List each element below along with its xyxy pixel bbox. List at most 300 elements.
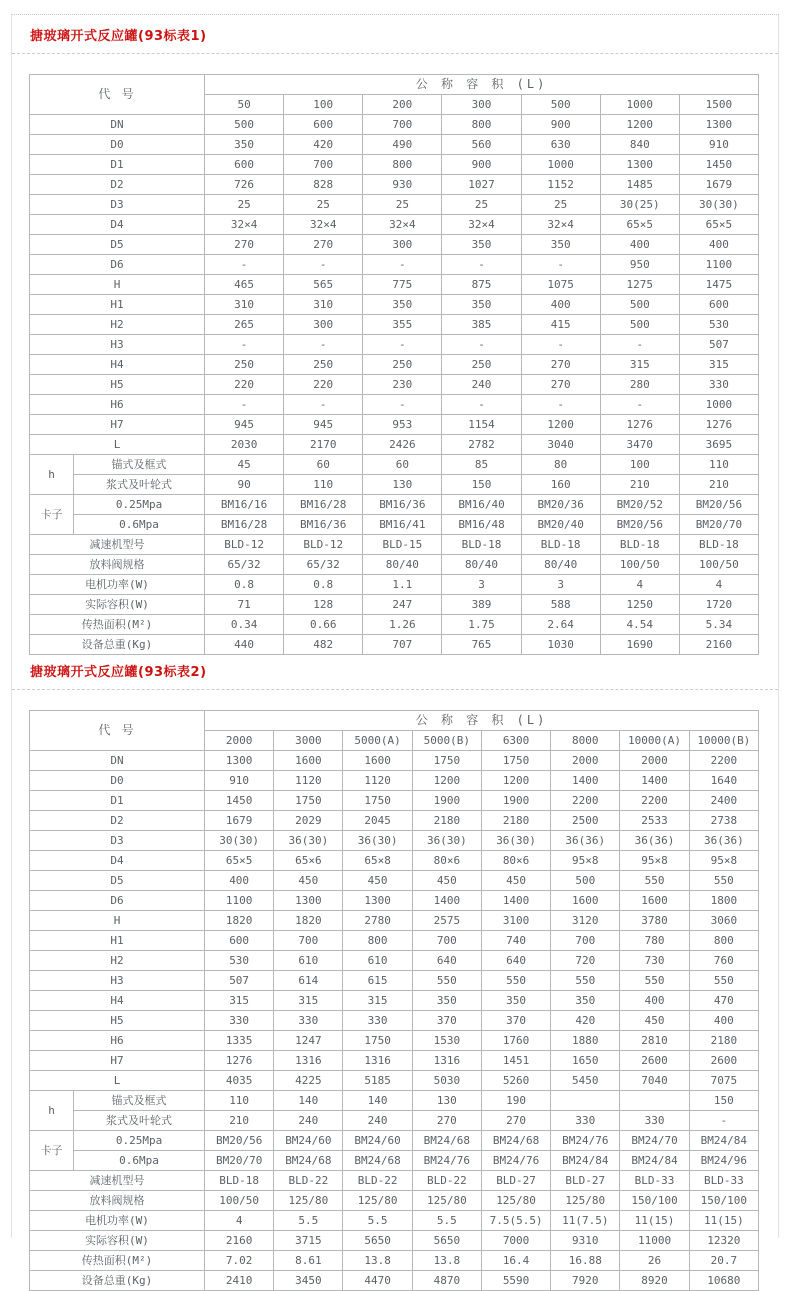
spec-cell: BM16/41 xyxy=(363,515,442,535)
spec-cell: 828 xyxy=(284,175,363,195)
spec-cell: 1335 xyxy=(205,1031,274,1051)
spec-cell: 250 xyxy=(442,355,521,375)
spec-cell: 65×5 xyxy=(679,215,758,235)
capacity-col-header: 200 xyxy=(363,95,442,115)
spec-cell: 110 xyxy=(284,475,363,495)
spec-cell: 270 xyxy=(205,235,284,255)
spec-cell: 125/80 xyxy=(412,1191,481,1211)
row-label: H6 xyxy=(30,395,205,415)
spec-cell: 0.8 xyxy=(205,575,284,595)
table1-wrap xyxy=(12,54,778,655)
spec-cell: 2.64 xyxy=(521,615,600,635)
capacity-col-header: 3000 xyxy=(274,731,343,751)
spec-cell: 100/50 xyxy=(205,1191,274,1211)
spec-cell: 1075 xyxy=(521,275,600,295)
spec-cell: 140 xyxy=(274,1091,343,1111)
spec-cell: 2170 xyxy=(284,435,363,455)
row-label: D0 xyxy=(30,771,205,791)
spec-cell: 330 xyxy=(205,1011,274,1031)
spec-cell: 240 xyxy=(343,1111,412,1131)
spec-cell: - xyxy=(363,395,442,415)
spec-cell: 730 xyxy=(620,951,689,971)
spec-cell: BM20/52 xyxy=(600,495,679,515)
spec-cell: 4 xyxy=(600,575,679,595)
spec-cell: 760 xyxy=(689,951,758,971)
spec-cell: 2180 xyxy=(481,811,550,831)
row-label: H3 xyxy=(30,335,205,355)
spec-cell: 3 xyxy=(521,575,600,595)
spec-cell: 210 xyxy=(679,475,758,495)
spec-cell: 3470 xyxy=(600,435,679,455)
spec-cell: 60 xyxy=(363,455,442,475)
spec-cell: 315 xyxy=(205,991,274,1011)
row-label: D1 xyxy=(30,791,205,811)
spec-cell: BLD-22 xyxy=(412,1171,481,1191)
spec-cell: 270 xyxy=(284,235,363,255)
row-label: D3 xyxy=(30,831,205,851)
spec-cell: 5450 xyxy=(551,1071,620,1091)
row-label: H5 xyxy=(30,375,205,395)
spec-cell: 450 xyxy=(274,871,343,891)
spec-cell: 1400 xyxy=(481,891,550,911)
spec-cell: 315 xyxy=(600,355,679,375)
row-label: 0.25Mpa xyxy=(74,495,205,515)
spec-cell: 1750 xyxy=(274,791,343,811)
spec-cell: 1200 xyxy=(521,415,600,435)
spec-cell: 3715 xyxy=(274,1231,343,1251)
spec-cell: 900 xyxy=(521,115,600,135)
row-label: D4 xyxy=(30,851,205,871)
spec-cell: BM24/68 xyxy=(274,1151,343,1171)
spec-cell: 32×4 xyxy=(521,215,600,235)
spec-cell: 95×8 xyxy=(551,851,620,871)
spec-cell: 25 xyxy=(284,195,363,215)
spec-cell: 16.88 xyxy=(551,1251,620,1271)
capacity-col-header: 5000(A) xyxy=(343,731,412,751)
spec-cell: BLD-22 xyxy=(274,1171,343,1191)
spec-cell: 400 xyxy=(521,295,600,315)
row-label: H7 xyxy=(30,415,205,435)
row-label: 浆式及叶轮式 xyxy=(74,475,205,495)
spec-cell: 1316 xyxy=(274,1051,343,1071)
spec-cell: 400 xyxy=(679,235,758,255)
spec-cell: 250 xyxy=(205,355,284,375)
spec-cell: 2410 xyxy=(205,1271,274,1291)
spec-cell: 32×4 xyxy=(205,215,284,235)
row-label: H1 xyxy=(30,295,205,315)
spec-cell: 2045 xyxy=(343,811,412,831)
spec-cell: 330 xyxy=(620,1111,689,1131)
spec-cell: 230 xyxy=(363,375,442,395)
spec-cell: 1200 xyxy=(412,771,481,791)
spec-cell: 150 xyxy=(689,1091,758,1111)
spec-cell: 470 xyxy=(689,991,758,1011)
row-label: H xyxy=(30,275,205,295)
spec-cell: 25 xyxy=(205,195,284,215)
spec-cell: 30(30) xyxy=(205,831,274,851)
spec-cell: 190 xyxy=(481,1091,550,1111)
spec-cell: 350 xyxy=(205,135,284,155)
spec-cell: 100 xyxy=(600,455,679,475)
spec-cell: 930 xyxy=(363,175,442,195)
code-header: 代 号 xyxy=(30,711,205,751)
spec-cell: 600 xyxy=(679,295,758,315)
spec-cell: 385 xyxy=(442,315,521,335)
spec-cell: 80/40 xyxy=(363,555,442,575)
spec-cell: 1600 xyxy=(551,891,620,911)
capacity-col-header: 10000(B) xyxy=(689,731,758,751)
spec-cell: 1600 xyxy=(620,891,689,911)
spec-cell: 953 xyxy=(363,415,442,435)
spec-cell: 265 xyxy=(205,315,284,335)
capacity-col-header: 5000(B) xyxy=(412,731,481,751)
spec-cell xyxy=(551,1091,620,1111)
table1-title: 搪玻璃开式反应罐(93标表1) xyxy=(30,29,207,44)
spec-cell: 1247 xyxy=(274,1031,343,1051)
table2-wrap xyxy=(12,690,778,1291)
spec-cell: 65×5 xyxy=(600,215,679,235)
row-label: 传热面积(M²) xyxy=(30,615,205,635)
spec-cell: BM16/28 xyxy=(205,515,284,535)
spec-cell: 507 xyxy=(679,335,758,355)
spec-cell: 1820 xyxy=(205,911,274,931)
spec-cell: 13.8 xyxy=(412,1251,481,1271)
spec-cell: 707 xyxy=(363,635,442,655)
spec-cell: 25 xyxy=(521,195,600,215)
spec-cell: 315 xyxy=(679,355,758,375)
spec-cell: 36(30) xyxy=(412,831,481,851)
row-label: H xyxy=(30,911,205,931)
spec-cell: 11(7.5) xyxy=(551,1211,620,1231)
spec-cell: 400 xyxy=(205,871,274,891)
spec-cell: 80 xyxy=(521,455,600,475)
spec-cell: 65/32 xyxy=(205,555,284,575)
spec-table-93-1 xyxy=(29,74,759,655)
spec-cell: 530 xyxy=(679,315,758,335)
spec-cell: 5590 xyxy=(481,1271,550,1291)
spec-cell xyxy=(620,1091,689,1111)
spec-cell: 530 xyxy=(205,951,274,971)
spec-cell: 13.8 xyxy=(343,1251,412,1271)
spec-cell: 12320 xyxy=(689,1231,758,1251)
section-table-2 xyxy=(12,655,778,1291)
spec-cell: 490 xyxy=(363,135,442,155)
spec-cell: BM24/68 xyxy=(412,1131,481,1151)
spec-cell: BM20/56 xyxy=(600,515,679,535)
spec-cell: 780 xyxy=(620,931,689,951)
spec-cell: 1600 xyxy=(274,751,343,771)
spec-cell: 128 xyxy=(284,595,363,615)
spec-cell: BM16/16 xyxy=(205,495,284,515)
spec-cell: BM24/68 xyxy=(481,1131,550,1151)
spec-cell: 130 xyxy=(412,1091,481,1111)
spec-cell: 125/80 xyxy=(343,1191,412,1211)
spec-cell: BM24/60 xyxy=(274,1131,343,1151)
spec-cell: BM16/36 xyxy=(363,495,442,515)
spec-cell: 1750 xyxy=(481,751,550,771)
row-label: D2 xyxy=(30,175,205,195)
capacity-col-header: 1000 xyxy=(600,95,679,115)
spec-cell: 400 xyxy=(600,235,679,255)
spec-cell: 0.8 xyxy=(284,575,363,595)
spec-cell: - xyxy=(521,255,600,275)
spec-cell: 500 xyxy=(600,295,679,315)
row-label: H2 xyxy=(30,951,205,971)
spec-cell: BLD-22 xyxy=(343,1171,412,1191)
spec-cell: 1300 xyxy=(679,115,758,135)
spec-cell: 1276 xyxy=(600,415,679,435)
spec-cell: 7040 xyxy=(620,1071,689,1091)
spec-cell: 36(30) xyxy=(274,831,343,851)
spec-cell: 26 xyxy=(620,1251,689,1271)
spec-cell: 550 xyxy=(689,871,758,891)
spec-cell: 726 xyxy=(205,175,284,195)
spec-cell: 36(30) xyxy=(343,831,412,851)
spec-cell: 140 xyxy=(343,1091,412,1111)
spec-cell: 3120 xyxy=(551,911,620,931)
spec-cell: 125/80 xyxy=(551,1191,620,1211)
row-label: L xyxy=(30,435,205,455)
row-label: D2 xyxy=(30,811,205,831)
spec-cell: 2575 xyxy=(412,911,481,931)
spec-cell: 1451 xyxy=(481,1051,550,1071)
spec-cell: 775 xyxy=(363,275,442,295)
spec-cell: 350 xyxy=(481,991,550,1011)
spec-cell: 465 xyxy=(205,275,284,295)
row-label: 减速机型号 xyxy=(30,1171,205,1191)
spec-cell: 4035 xyxy=(205,1071,274,1091)
capacity-col-header: 8000 xyxy=(551,731,620,751)
spec-cell: 800 xyxy=(442,115,521,135)
spec-cell: 65×8 xyxy=(343,851,412,871)
spec-cell: 2810 xyxy=(620,1031,689,1051)
spec-cell: 2030 xyxy=(205,435,284,455)
spec-cell: 720 xyxy=(551,951,620,971)
row-label: D0 xyxy=(30,135,205,155)
spec-cell: 800 xyxy=(363,155,442,175)
spec-cell: BLD-18 xyxy=(205,1171,274,1191)
spec-cell: 60 xyxy=(284,455,363,475)
spec-cell: - xyxy=(363,335,442,355)
capacity-col-header: 10000(A) xyxy=(620,731,689,751)
row-label: H1 xyxy=(30,931,205,951)
spec-cell: 1250 xyxy=(600,595,679,615)
spec-cell: - xyxy=(284,255,363,275)
spec-cell: 1154 xyxy=(442,415,521,435)
spec-cell: - xyxy=(600,335,679,355)
spec-cell: 615 xyxy=(343,971,412,991)
capacity-col-header: 1500 xyxy=(679,95,758,115)
spec-cell: 11000 xyxy=(620,1231,689,1251)
spec-cell: 1760 xyxy=(481,1031,550,1051)
spec-cell: 310 xyxy=(205,295,284,315)
spec-cell: 550 xyxy=(481,971,550,991)
spec-cell: 588 xyxy=(521,595,600,615)
spec-cell: 450 xyxy=(481,871,550,891)
spec-cell: 800 xyxy=(343,931,412,951)
row-group-label: h xyxy=(30,455,74,495)
spec-cell: 65×5 xyxy=(205,851,274,871)
spec-cell: 482 xyxy=(284,635,363,655)
spec-cell: 2782 xyxy=(442,435,521,455)
spec-cell: 350 xyxy=(363,295,442,315)
table2-title: 搪玻璃开式反应罐(93标表2) xyxy=(30,665,207,680)
spec-cell: 507 xyxy=(205,971,274,991)
spec-cell: 350 xyxy=(521,235,600,255)
row-label: DN xyxy=(30,751,205,771)
spec-cell: 32×4 xyxy=(363,215,442,235)
spec-cell: 8920 xyxy=(620,1271,689,1291)
spec-cell: 550 xyxy=(620,971,689,991)
spec-cell: BM16/28 xyxy=(284,495,363,515)
spec-cell: 125/80 xyxy=(274,1191,343,1211)
row-group-label: 卡子 xyxy=(30,495,74,535)
spec-cell: 1120 xyxy=(343,771,412,791)
spec-cell: 160 xyxy=(521,475,600,495)
row-label: D6 xyxy=(30,891,205,911)
section-table-1 xyxy=(12,19,778,655)
spec-cell: 1600 xyxy=(343,751,412,771)
spec-cell: - xyxy=(442,395,521,415)
spec-cell: 350 xyxy=(412,991,481,1011)
row-label: 放料阀规格 xyxy=(30,555,205,575)
capacity-col-header: 6300 xyxy=(481,731,550,751)
spec-cell: 700 xyxy=(274,931,343,951)
spec-cell: 1750 xyxy=(343,1031,412,1051)
spec-cell: 1120 xyxy=(274,771,343,791)
spec-cell: 1100 xyxy=(205,891,274,911)
spec-cell: 32×4 xyxy=(284,215,363,235)
spec-cell: 300 xyxy=(363,235,442,255)
spec-cell: 20.7 xyxy=(689,1251,758,1271)
spec-cell: 1000 xyxy=(521,155,600,175)
spec-cell: 220 xyxy=(284,375,363,395)
spec-cell: 3040 xyxy=(521,435,600,455)
spec-cell: 910 xyxy=(205,771,274,791)
row-label: 减速机型号 xyxy=(30,535,205,555)
spec-cell: 420 xyxy=(551,1011,620,1031)
spec-cell: 2200 xyxy=(551,791,620,811)
spec-cell: - xyxy=(521,335,600,355)
spec-cell: BM20/40 xyxy=(521,515,600,535)
spec-cell: BM20/70 xyxy=(205,1151,274,1171)
spec-cell: 1300 xyxy=(274,891,343,911)
spec-cell: 150/100 xyxy=(620,1191,689,1211)
spec-cell: 1316 xyxy=(412,1051,481,1071)
spec-cell: 4870 xyxy=(412,1271,481,1291)
spec-cell: 1276 xyxy=(205,1051,274,1071)
row-group-label: h xyxy=(30,1091,74,1131)
spec-cell: 330 xyxy=(679,375,758,395)
spec-cell: 5650 xyxy=(412,1231,481,1251)
spec-cell: 3695 xyxy=(679,435,758,455)
spec-cell: 1485 xyxy=(600,175,679,195)
page-container xyxy=(11,14,779,1287)
spec-cell: 614 xyxy=(274,971,343,991)
spec-cell: 32×4 xyxy=(442,215,521,235)
spec-cell: 2780 xyxy=(343,911,412,931)
capacity-col-header: 100 xyxy=(284,95,363,115)
spec-cell: 4470 xyxy=(343,1271,412,1291)
spec-cell: 100/50 xyxy=(600,555,679,575)
spec-table-93-2 xyxy=(29,710,759,1291)
spec-cell: 270 xyxy=(412,1111,481,1131)
spec-cell: 700 xyxy=(363,115,442,135)
spec-cell: 1720 xyxy=(679,595,758,615)
spec-cell: 150 xyxy=(442,475,521,495)
spec-cell: 420 xyxy=(284,135,363,155)
spec-cell: 700 xyxy=(284,155,363,175)
row-label: 电机功率(W) xyxy=(30,575,205,595)
spec-cell: BM20/56 xyxy=(679,495,758,515)
spec-cell: BM20/70 xyxy=(679,515,758,535)
spec-cell: 3780 xyxy=(620,911,689,931)
row-label: H7 xyxy=(30,1051,205,1071)
spec-cell: 1750 xyxy=(412,751,481,771)
capacity-col-header: 500 xyxy=(521,95,600,115)
spec-cell: 7920 xyxy=(551,1271,620,1291)
spec-cell: 30(30) xyxy=(679,195,758,215)
spec-cell: 270 xyxy=(521,355,600,375)
spec-cell: 2600 xyxy=(620,1051,689,1071)
row-label: DN xyxy=(30,115,205,135)
row-label: D1 xyxy=(30,155,205,175)
spec-cell: 220 xyxy=(205,375,284,395)
spec-cell: 330 xyxy=(274,1011,343,1031)
spec-cell: 2500 xyxy=(551,811,620,831)
spec-cell: 1400 xyxy=(412,891,481,911)
spec-cell: 1679 xyxy=(679,175,758,195)
spec-cell: BM24/68 xyxy=(343,1151,412,1171)
spec-cell: 7.02 xyxy=(205,1251,274,1271)
spec-cell: 1200 xyxy=(600,115,679,135)
spec-cell: BLD-18 xyxy=(521,535,600,555)
spec-cell: 250 xyxy=(284,355,363,375)
spec-cell: 600 xyxy=(205,931,274,951)
row-label: H6 xyxy=(30,1031,205,1051)
spec-cell: 250 xyxy=(363,355,442,375)
spec-cell: 765 xyxy=(442,635,521,655)
spec-cell: 950 xyxy=(600,255,679,275)
spec-cell: 1820 xyxy=(274,911,343,931)
spec-cell: 2426 xyxy=(363,435,442,455)
spec-cell: 16.4 xyxy=(481,1251,550,1271)
spec-cell: 2600 xyxy=(689,1051,758,1071)
spec-cell: 310 xyxy=(284,295,363,315)
spec-cell: 2180 xyxy=(412,811,481,831)
spec-cell: 247 xyxy=(363,595,442,615)
spec-cell: 1316 xyxy=(343,1051,412,1071)
spec-cell: 1.26 xyxy=(363,615,442,635)
row-label: 浆式及叶轮式 xyxy=(74,1111,205,1131)
row-label: H5 xyxy=(30,1011,205,1031)
spec-cell: 1475 xyxy=(679,275,758,295)
spec-cell: 700 xyxy=(412,931,481,951)
spec-cell: BLD-15 xyxy=(363,535,442,555)
spec-cell: - xyxy=(689,1111,758,1131)
spec-cell: 30(25) xyxy=(600,195,679,215)
row-label: 0.25Mpa xyxy=(74,1131,205,1151)
spec-cell: 95×8 xyxy=(689,851,758,871)
spec-cell: 640 xyxy=(412,951,481,971)
spec-cell: 71 xyxy=(205,595,284,615)
spec-cell: 450 xyxy=(620,1011,689,1031)
spec-cell: 600 xyxy=(205,155,284,175)
spec-cell: 4 xyxy=(205,1211,274,1231)
spec-cell: 875 xyxy=(442,275,521,295)
spec-cell: 4.54 xyxy=(600,615,679,635)
spec-cell: 1530 xyxy=(412,1031,481,1051)
